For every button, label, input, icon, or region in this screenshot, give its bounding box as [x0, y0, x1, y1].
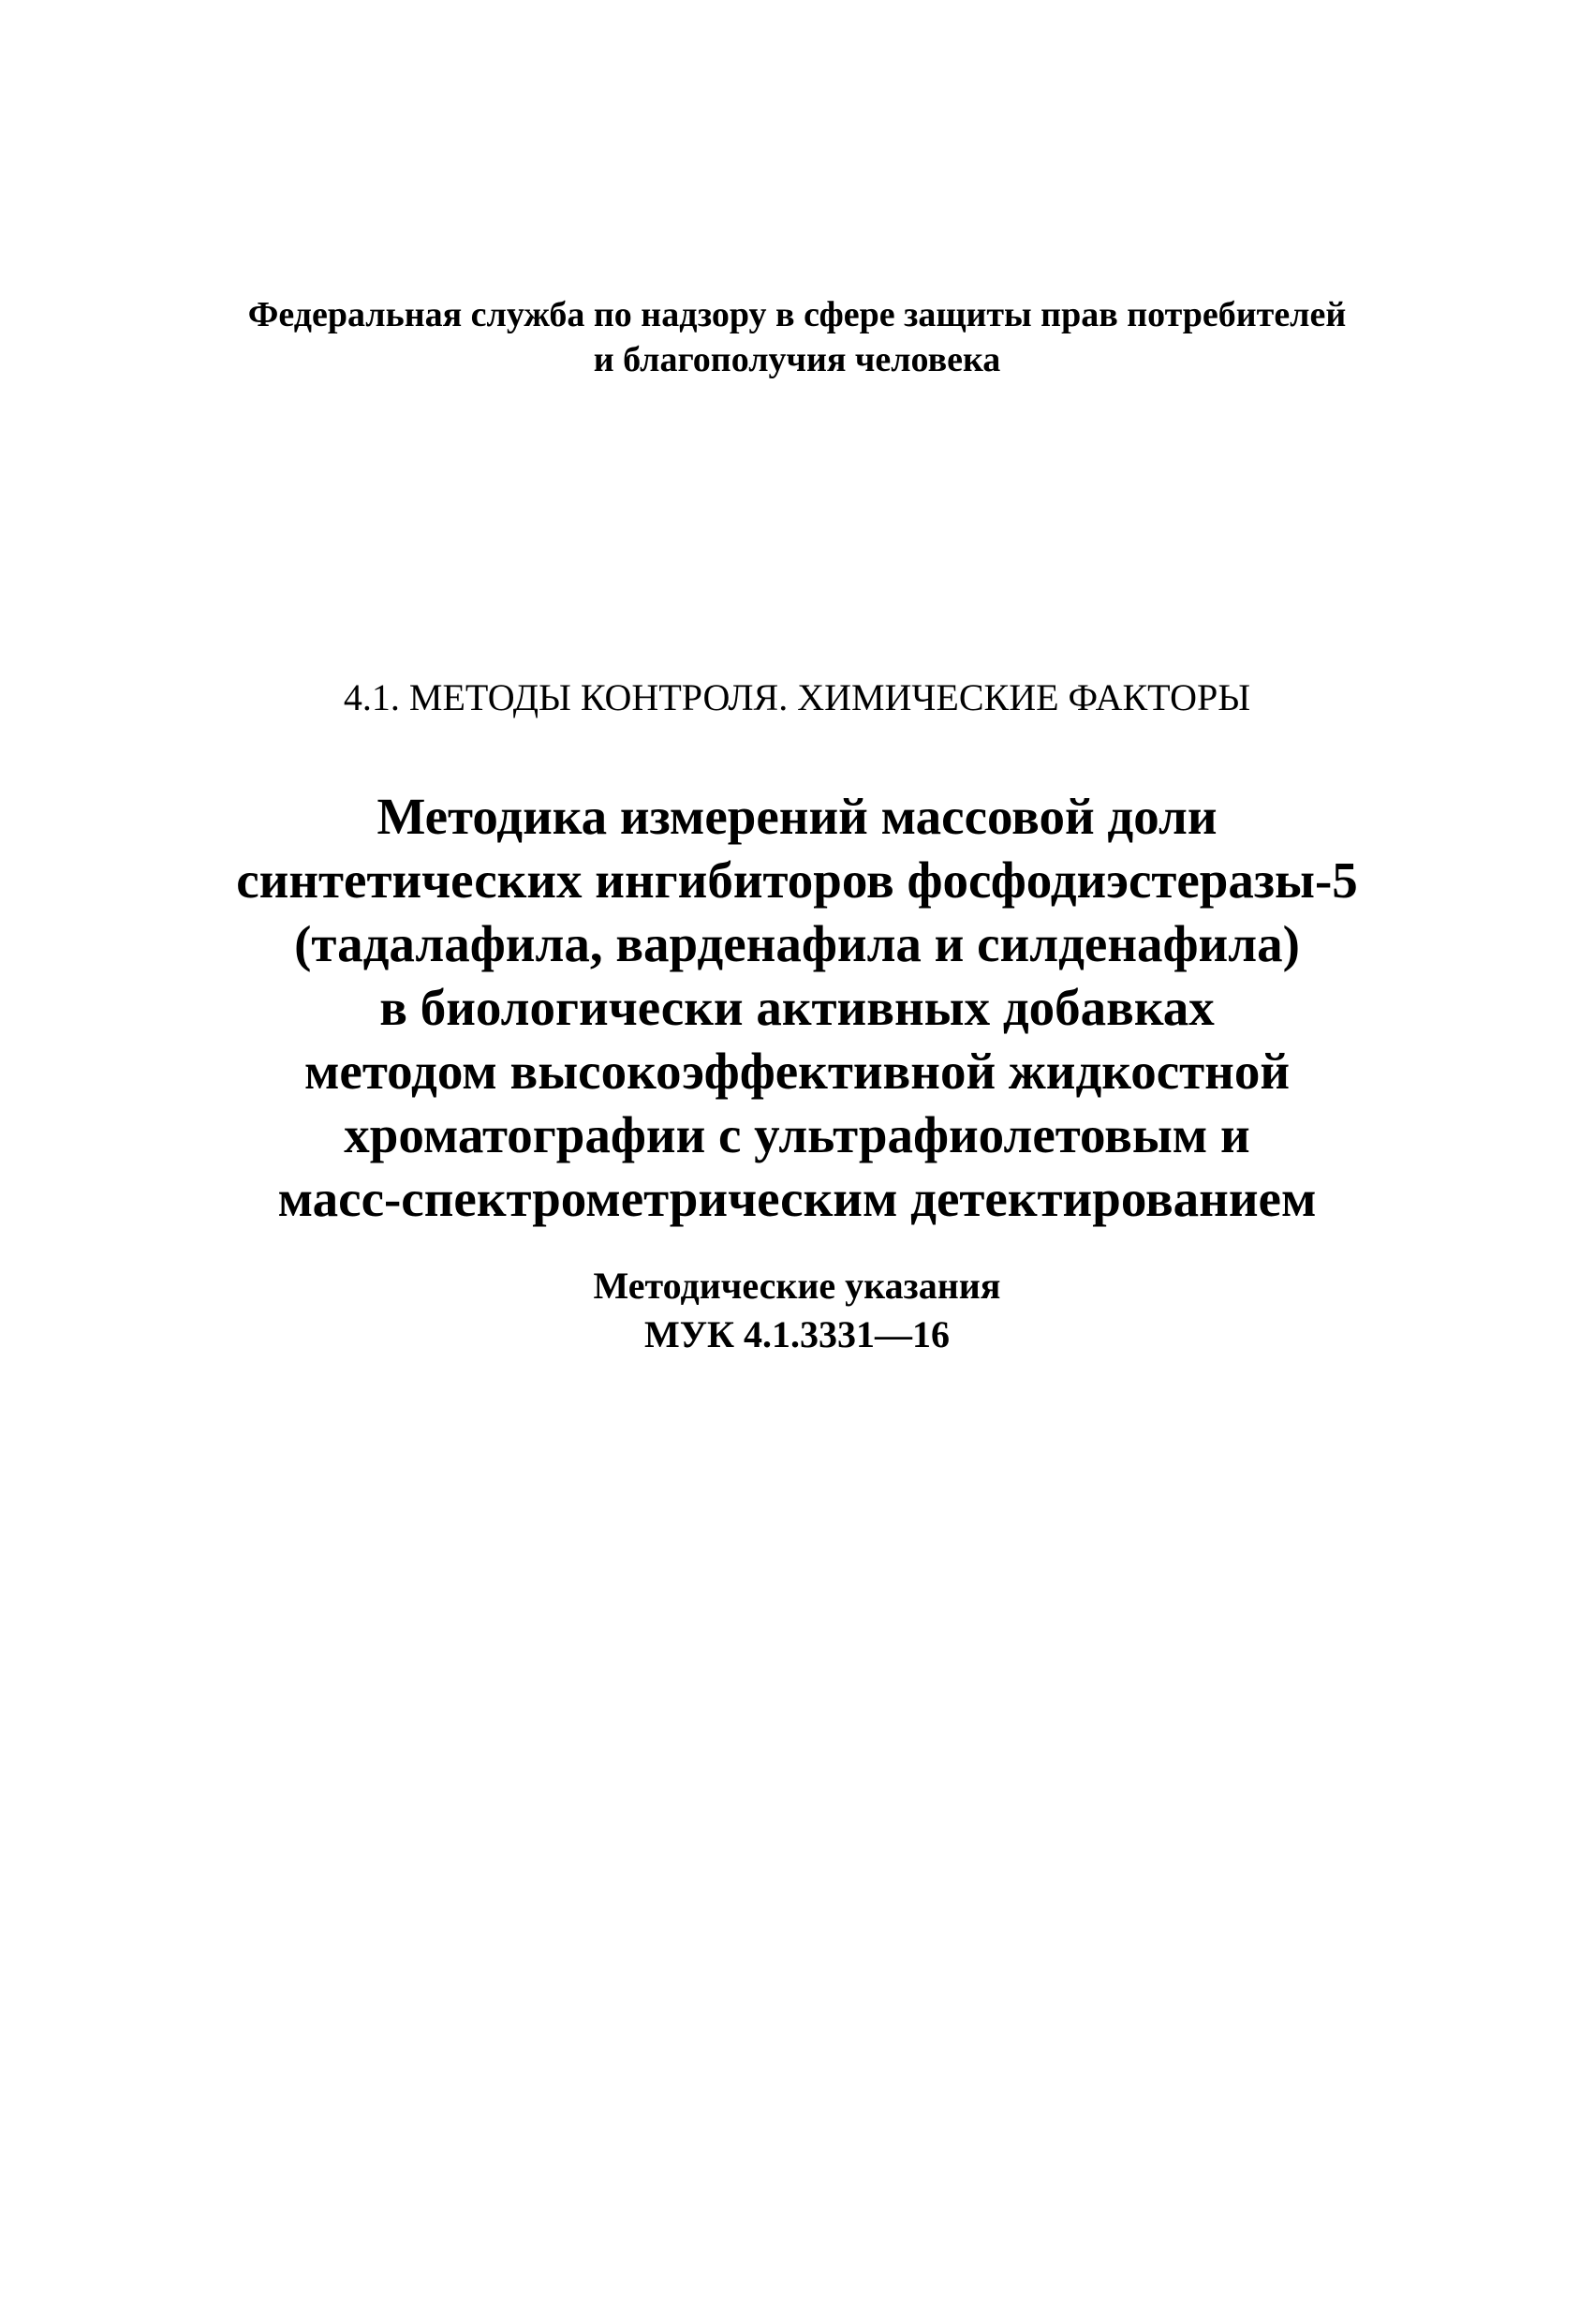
agency-line: Федеральная служба по надзору в сфере защиты прав потребителей: [247, 295, 1347, 334]
document-type: Методические указания: [593, 1265, 1001, 1307]
agency-line: и благополучия человека: [593, 340, 1001, 379]
title-line: хроматографии с ультрафиолетовым и: [344, 1106, 1250, 1163]
title-line: в биологически активных добавках: [379, 979, 1215, 1036]
agency-name: [0, 292, 1594, 382]
title-line: методом высокоэффективной жидкостной: [303, 1043, 1291, 1100]
document-code: МУК 4.1.3331—16: [643, 1313, 951, 1355]
title-line: синтетических ингибиторов фосфодиэстеразы-5: [236, 851, 1358, 909]
section-heading: 4.1. МЕТОДЫ КОНТРОЛЯ. ХИМИЧЕСКИЕ ФАКТОРЫ: [343, 676, 1251, 718]
document-title: [0, 785, 1594, 1231]
title-line: Методика измерений массовой доли: [376, 788, 1218, 845]
title-line: масс-спектрометрическим детектированием: [277, 1170, 1317, 1227]
title-line: (тадалафила, варденафила и силденафила): [294, 915, 1300, 972]
